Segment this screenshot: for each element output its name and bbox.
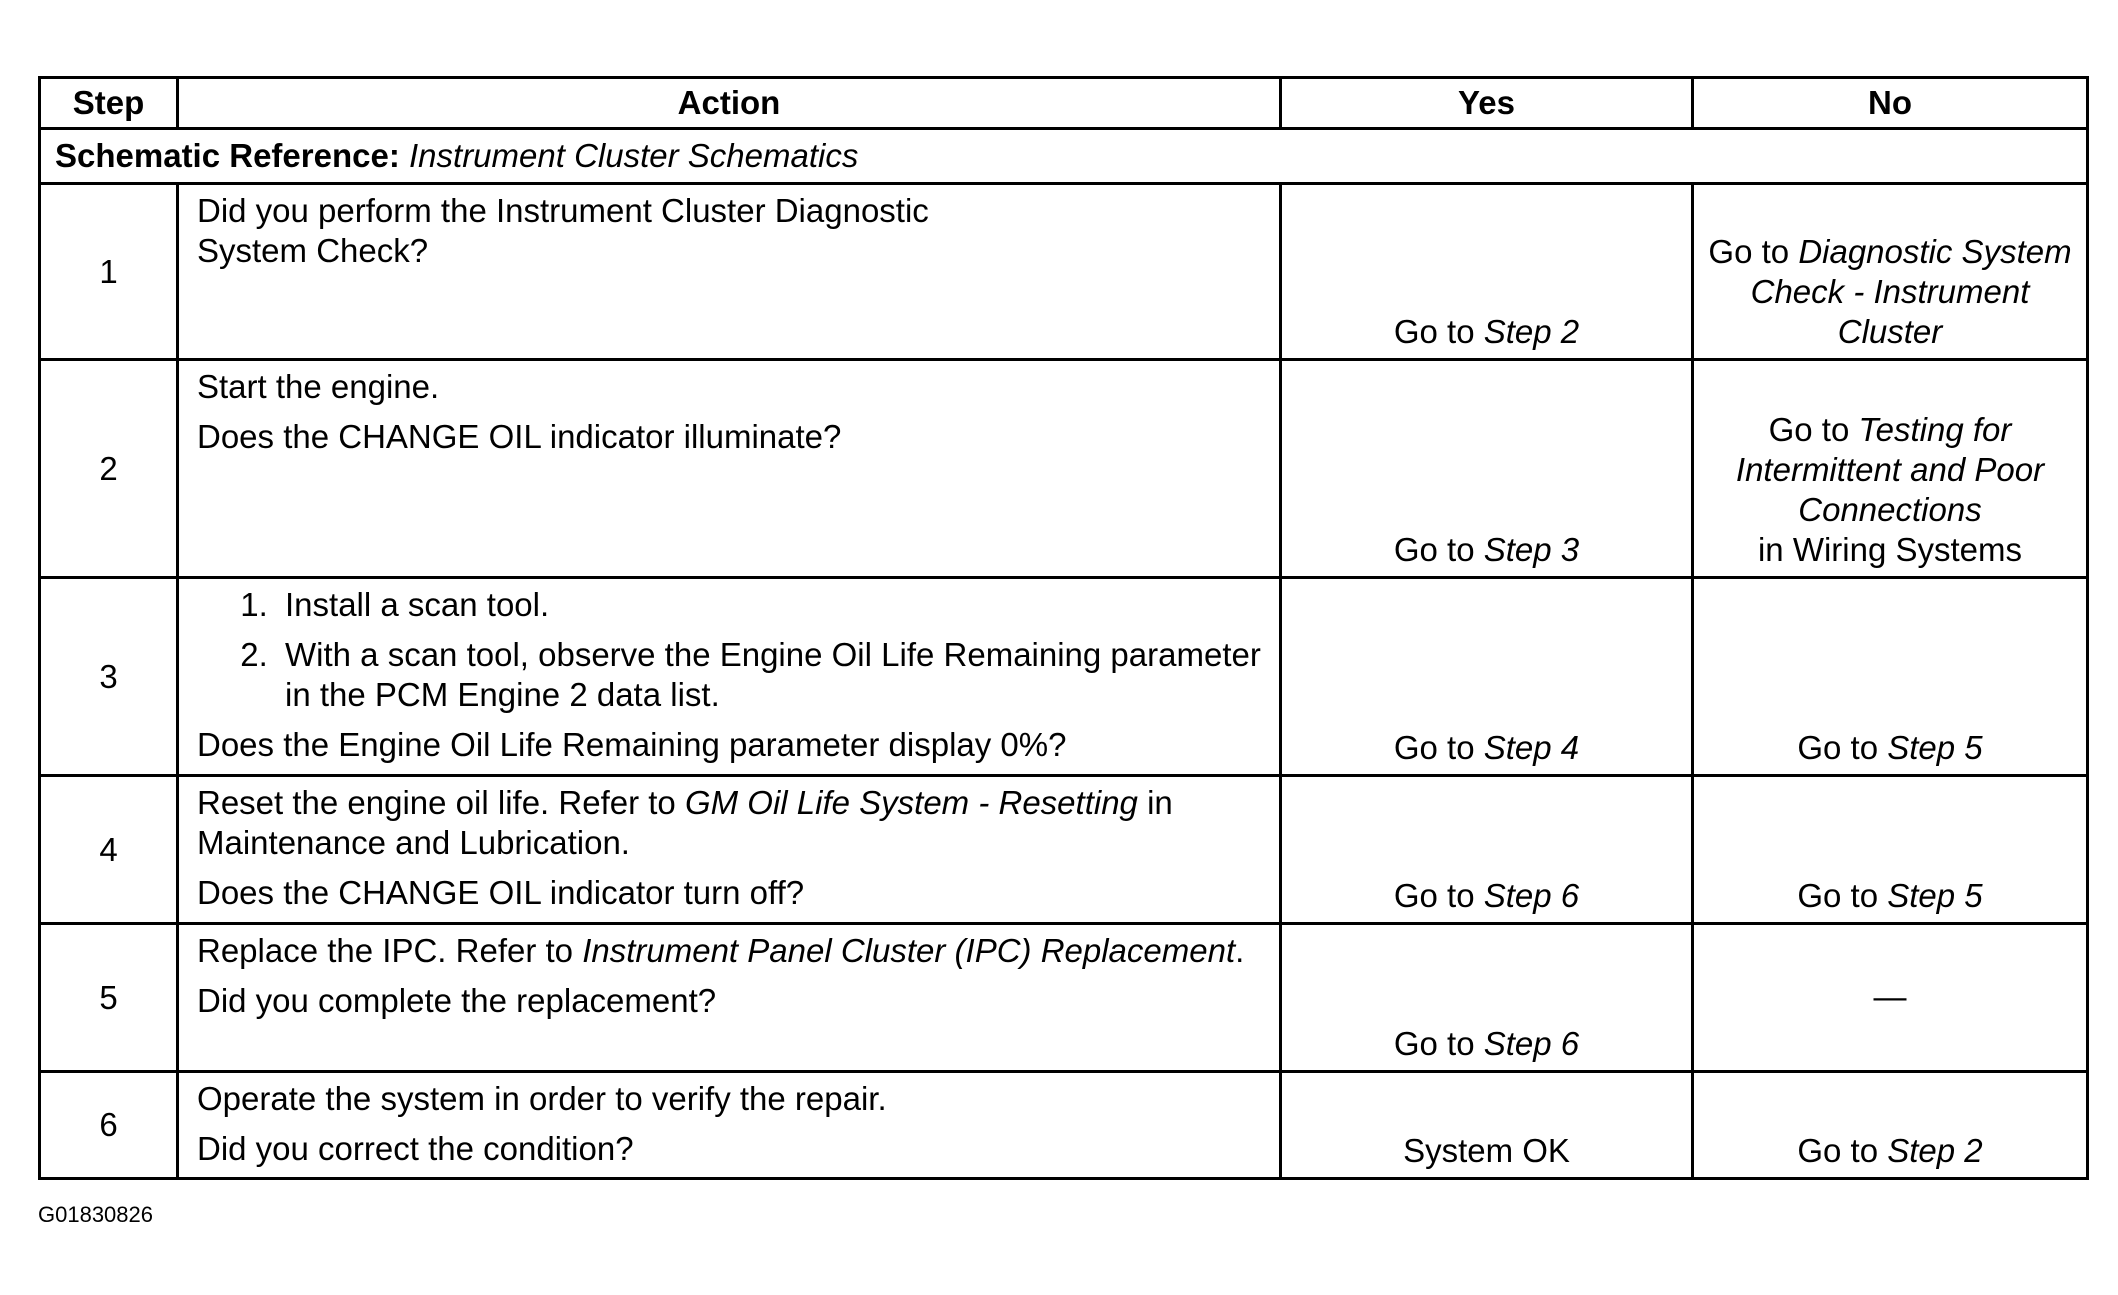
substep-list bbox=[197, 585, 1261, 715]
action-suffix: in Maintenance and Lubrication. bbox=[197, 784, 1173, 861]
yes-step-link[interactable]: Step 2 bbox=[1483, 313, 1580, 350]
step-number: 1 bbox=[40, 184, 178, 360]
yes-prefix: Go to bbox=[1393, 531, 1484, 568]
yes-cell bbox=[1281, 360, 1693, 578]
no-prefix: Go to bbox=[1797, 1132, 1888, 1169]
yes-step-link[interactable]: Step 6 bbox=[1483, 877, 1580, 914]
yes-prefix: Go to bbox=[1393, 729, 1484, 766]
no-cell bbox=[1693, 184, 2088, 360]
table-row bbox=[40, 924, 2088, 1072]
table-row bbox=[40, 776, 2088, 924]
diagnostic-table bbox=[38, 76, 2089, 1180]
figure-id: G01830826 bbox=[38, 1202, 153, 1227]
substep-item: 1. Install a scan tool. bbox=[277, 585, 1261, 625]
action-cell bbox=[178, 1072, 1281, 1179]
no-cell bbox=[1693, 1072, 2088, 1179]
action-cell bbox=[178, 360, 1281, 578]
step-number: 3 bbox=[40, 578, 178, 776]
action-text: Start the engine. bbox=[197, 368, 440, 405]
yes-cell bbox=[1281, 924, 1693, 1072]
no-step-link[interactable]: Step 5 bbox=[1887, 729, 1983, 766]
yes-cell bbox=[1281, 578, 1693, 776]
action-cell bbox=[178, 578, 1281, 776]
schematic-reference-row bbox=[40, 129, 2088, 184]
no-prefix: Go to bbox=[1797, 729, 1888, 766]
action-text bbox=[197, 783, 1261, 863]
no-prefix: Go to bbox=[1708, 233, 1799, 270]
no-prefix: Go to bbox=[1768, 411, 1859, 448]
action-text: Operate the system in order to verify the repair. bbox=[197, 1080, 887, 1117]
header-no: No bbox=[1693, 78, 2088, 129]
yes-cell bbox=[1281, 184, 1693, 360]
action-question: Did you complete the replacement? bbox=[197, 982, 717, 1019]
action-text bbox=[197, 931, 1261, 971]
action-cell bbox=[178, 924, 1281, 1072]
action-prefix: Reset the engine oil life. Refer to bbox=[197, 784, 685, 821]
action-question: Did you correct the condition? bbox=[197, 1130, 634, 1167]
header-yes: Yes bbox=[1281, 78, 1693, 129]
header-step: Step bbox=[40, 78, 178, 129]
action-prefix: Replace the IPC. Refer to bbox=[197, 932, 583, 969]
header-action: Action bbox=[178, 78, 1281, 129]
table-row bbox=[40, 360, 2088, 578]
table-row bbox=[40, 1072, 2088, 1179]
yes-step-link[interactable]: Step 4 bbox=[1483, 729, 1580, 766]
no-suffix: in Wiring Systems bbox=[1757, 531, 2023, 568]
no-cell bbox=[1693, 776, 2088, 924]
action-text: Did you perform the Instrument Cluster Diagnostic System Check? bbox=[197, 192, 929, 269]
yes-prefix: Go to bbox=[1393, 877, 1484, 914]
action-reference-link[interactable]: Instrument Panel Cluster (IPC) Replacement bbox=[582, 932, 1236, 969]
no-cell bbox=[1693, 360, 2088, 578]
step-number: 2 bbox=[40, 360, 178, 578]
action-reference-link[interactable]: GM Oil Life System - Resetting bbox=[684, 784, 1138, 821]
no-cell bbox=[1693, 578, 2088, 776]
action-question: Does the Engine Oil Life Remaining parameter display 0%? bbox=[197, 726, 1067, 763]
action-suffix: . bbox=[1235, 932, 1245, 969]
no-step-link[interactable]: Step 2 bbox=[1887, 1132, 1983, 1169]
no-cell: — bbox=[1693, 924, 2088, 1072]
step-number: 4 bbox=[40, 776, 178, 924]
no-prefix: Go to bbox=[1797, 877, 1888, 914]
yes-prefix: Go to bbox=[1393, 1025, 1484, 1062]
schematic-reference bbox=[40, 129, 2088, 184]
action-question: Does the CHANGE OIL indicator turn off? bbox=[197, 874, 805, 911]
yes-prefix: Go to bbox=[1393, 313, 1484, 350]
yes-cell: System OK bbox=[1281, 1072, 1693, 1179]
no-procedure-link[interactable]: Testing for Intermittent and Poor Connections bbox=[1735, 411, 2045, 528]
substep-item: 2. With a scan tool, observe the Engine Oil Life Remaining parameter in the PCM Engine 2 data list. bbox=[277, 635, 1261, 715]
no-step-link[interactable]: Step 5 bbox=[1887, 877, 1983, 914]
no-procedure-link[interactable]: Diagnostic System Check - Instrument Cluster bbox=[1750, 233, 2072, 350]
schematic-reference-link[interactable]: Instrument Cluster Schematics bbox=[409, 137, 859, 174]
action-question: Does the CHANGE OIL indicator illuminate? bbox=[197, 418, 842, 455]
step-number: 6 bbox=[40, 1072, 178, 1179]
schematic-reference-label: Schematic Reference: bbox=[55, 137, 400, 174]
yes-step-link[interactable]: Step 6 bbox=[1483, 1025, 1580, 1062]
table-row bbox=[40, 184, 2088, 360]
yes-cell bbox=[1281, 776, 1693, 924]
action-cell bbox=[178, 776, 1281, 924]
action-cell bbox=[178, 184, 1281, 360]
step-number: 5 bbox=[40, 924, 178, 1072]
table-row bbox=[40, 578, 2088, 776]
header-row bbox=[40, 78, 2088, 129]
yes-step-link[interactable]: Step 3 bbox=[1483, 531, 1580, 568]
